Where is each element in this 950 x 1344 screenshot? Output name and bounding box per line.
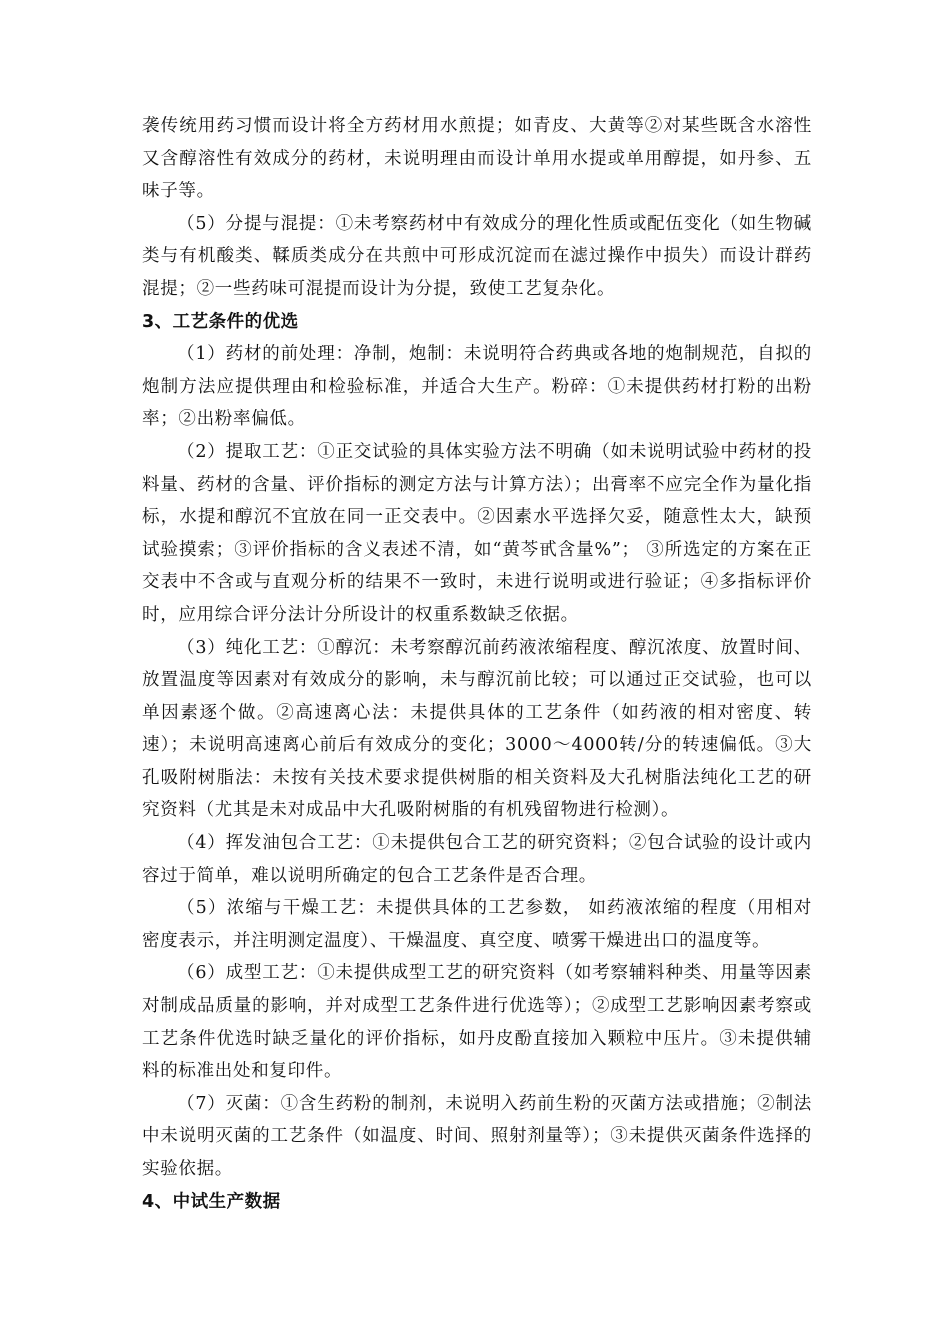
paragraph-extraction-mixing: （5）分提与混提：①未考察药材中有效成分的理化性质或配伍变化（如生物碱类与有机酸类、鞣质类成分在共煎中可形成沉淀而在滤过操作中损失）而设计群药混提；②一些药味可混提而设计为分提，致使工艺复杂化。	[142, 213, 812, 299]
paragraph-volatile-oil: （4）挥发油包合工艺：①未提供包合工艺的研究资料；②包合试验的设计或内容过于简单，难以说明所确定的包合工艺条件是否合理。	[142, 833, 812, 886]
paragraph-purification: （3）纯化工艺：①醇沉：未考察醇沉前药液浓缩程度、醇沉浓度、放置时间、放置温度等因素对有效成分的影响，未与醇沉前比较；可以通过正交试验，也可以单因素逐个做。②高速离心法：未提供具体的工艺条件（如药液的相对密度、转速）；未说明高速离心前后有效成分的变化；3000～4000转/分的转速偏低。③大孔吸附树脂法：未按有关技术要求提供树脂的相关资料及大孔树脂法纯化工艺的研究资料（尤其是未对成品中大孔吸附树脂的有机残留物进行检测）。	[142, 637, 812, 821]
document-page	[142, 110, 812, 1218]
section-heading-4: 4、中试生产数据	[142, 1191, 281, 1212]
paragraph-extraction-process: （2）提取工艺：①正交试验的具体实验方法不明确（如未说明试验中药材的投料量、药材的含量、评价指标的测定方法与计算方法）；出膏率不应完全作为量化指标，水提和醇沉不宜放在同一正交表中。②因素水平选择欠妥，随意性太大，缺预试验摸索；③评价指标的含义表述不清，如“黄芩甙含量%”； ③所选定的方案在正交表中不含或与直观分析的结果不一致时，未进行说明或进行验证；④多指标评价时，应用综合评分法计分所设计的权重系数缺乏依据。	[142, 441, 812, 625]
paragraph-continuation: 袭传统用药习惯而设计将全方药材用水煎提；如青皮、大黄等②对某些既含水溶性又含醇溶性有效成分的药材，未说明理由而设计单用水提或单用醇提，如丹参、五味子等。	[142, 116, 812, 202]
paragraph-sterilization: （7）灭菌：①含生药粉的制剂，未说明入药前生粉的灭菌方法或措施；②制法中未说明灭菌的工艺条件（如温度、时间、照射剂量等）；③未提供灭菌条件选择的实验依据。	[142, 1093, 812, 1179]
paragraph-concentration-drying: （5）浓缩与干燥工艺：未提供具体的工艺参数， 如药液浓缩的程度（用相对密度表示，并注明测定温度）、干燥温度、真空度、喷雾干燥进出口的温度等。	[142, 898, 812, 951]
paragraph-forming: （6）成型工艺：①未提供成型工艺的研究资料（如考察辅料种类、用量等因素对制成品质量的影响，并对成型工艺条件进行优选等）；②成型工艺影响因素考察或工艺条件优选时缺乏量化的评价指标，如丹皮酚直接加入颗粒中压片。③未提供辅料的标准出处和复印件。	[142, 963, 812, 1082]
paragraph-pretreatment: （1）药材的前处理：净制，炮制：未说明符合药典或各地的炮制规范，自拟的炮制方法应提供理由和检验标准，并适合大生产。粉碎：①未提供药材打粉的出粉率；②出粉率偏低。	[142, 344, 812, 430]
section-heading-3: 3、工艺条件的优选	[142, 311, 299, 332]
